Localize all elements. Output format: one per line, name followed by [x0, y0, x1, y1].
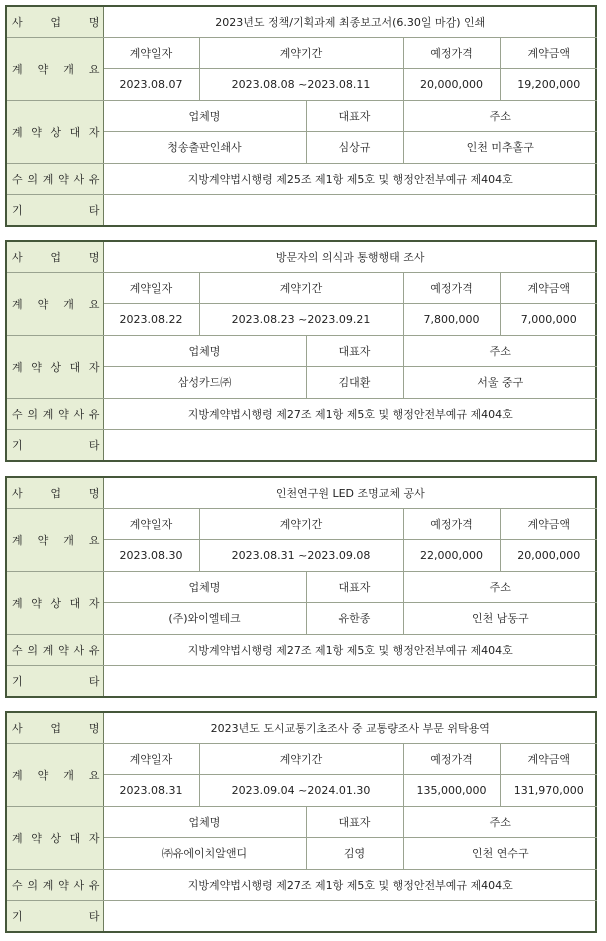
- header-contract-date: 계약일자: [103, 743, 199, 774]
- label-overview: 계 약 개 요: [7, 37, 103, 100]
- label-project: 사 업 명: [7, 242, 103, 272]
- project-name: 2023년도 도시교통기초조사 중 교통량조사 부문 위탁용역: [103, 713, 597, 743]
- contract-table: [7, 713, 597, 931]
- header-contract-amount: 계약금액: [500, 743, 597, 774]
- company-name: 청송출판인쇄사: [103, 132, 306, 163]
- representative-name: 심상규: [306, 132, 403, 163]
- header-address: 주소: [403, 335, 597, 366]
- header-representative: 대표자: [306, 571, 403, 602]
- label-etc: 기 타: [7, 901, 103, 931]
- header-estimated-price: 예정가격: [403, 743, 500, 774]
- header-contract-period: 계약기간: [199, 508, 403, 539]
- header-company: 업체명: [103, 335, 306, 366]
- contract-record-3: [5, 476, 597, 698]
- label-etc: 기 타: [7, 195, 103, 225]
- sole-source-reason: 지방계약법시행령 제27조 제1항 제5호 및 행정안전부예규 제404호: [103, 634, 597, 665]
- header-contract-date: 계약일자: [103, 508, 199, 539]
- header-address: 주소: [403, 571, 597, 602]
- representative-name: 김대환: [306, 367, 403, 398]
- estimated-price: 7,800,000: [403, 304, 500, 335]
- contract-amount: 7,000,000: [500, 304, 597, 335]
- contract-table: [7, 478, 597, 696]
- label-counterparty: 계 약 상 대 자: [7, 571, 103, 634]
- header-contract-period: 계약기간: [199, 743, 403, 774]
- sole-source-reason: 지방계약법시행령 제27조 제1항 제5호 및 행정안전부예규 제404호: [103, 398, 597, 429]
- company-address: 인천 남동구: [403, 603, 597, 634]
- label-counterparty: 계 약 상 대 자: [7, 806, 103, 869]
- header-contract-amount: 계약금액: [500, 37, 597, 68]
- etc-value: [103, 666, 597, 696]
- label-etc: 기 타: [7, 666, 103, 696]
- company-name: 삼성카드㈜: [103, 367, 306, 398]
- label-reason: 수 의 계 약 사 유: [7, 163, 103, 194]
- header-estimated-price: 예정가격: [403, 272, 500, 303]
- contract-amount: 131,970,000: [500, 775, 597, 806]
- header-address: 주소: [403, 100, 597, 131]
- header-address: 주소: [403, 806, 597, 837]
- company-address: 인천 연수구: [403, 838, 597, 869]
- label-reason: 수 의 계 약 사 유: [7, 634, 103, 665]
- header-company: 업체명: [103, 806, 306, 837]
- contract-table: [7, 7, 597, 225]
- company-name: ㈜유에이치알앤디: [103, 838, 306, 869]
- contract-date: 2023.08.30: [103, 540, 199, 571]
- label-overview: 계 약 개 요: [7, 272, 103, 335]
- project-name: 방문자의 의식과 통행행태 조사: [103, 242, 597, 272]
- header-contract-date: 계약일자: [103, 37, 199, 68]
- header-contract-amount: 계약금액: [500, 272, 597, 303]
- header-representative: 대표자: [306, 100, 403, 131]
- company-address: 인천 미추홀구: [403, 132, 597, 163]
- header-contract-period: 계약기간: [199, 272, 403, 303]
- sole-source-reason: 지방계약법시행령 제27조 제1항 제5호 및 행정안전부예규 제404호: [103, 869, 597, 900]
- estimated-price: 135,000,000: [403, 775, 500, 806]
- contract-period: 2023.08.23 ~2023.09.21: [199, 304, 403, 335]
- etc-value: [103, 430, 597, 460]
- company-address: 서울 중구: [403, 367, 597, 398]
- contract-period: 2023.08.31 ~2023.09.08: [199, 540, 403, 571]
- label-overview: 계 약 개 요: [7, 743, 103, 806]
- contract-date: 2023.08.07: [103, 69, 199, 100]
- contract-record-4: [5, 711, 597, 933]
- header-contract-period: 계약기간: [199, 37, 403, 68]
- contract-amount: 19,200,000: [500, 69, 597, 100]
- representative-name: 김영: [306, 838, 403, 869]
- estimated-price: 22,000,000: [403, 540, 500, 571]
- header-company: 업체명: [103, 571, 306, 602]
- header-contract-date: 계약일자: [103, 272, 199, 303]
- contract-date: 2023.08.22: [103, 304, 199, 335]
- label-counterparty: 계 약 상 대 자: [7, 100, 103, 163]
- label-reason: 수 의 계 약 사 유: [7, 398, 103, 429]
- project-name: 인천연구원 LED 조명교체 공사: [103, 478, 597, 508]
- company-name: (주)와이엘테크: [103, 603, 306, 634]
- contract-period: 2023.08.08 ~2023.08.11: [199, 69, 403, 100]
- contract-record-1: [5, 5, 597, 227]
- header-company: 업체명: [103, 100, 306, 131]
- label-reason: 수 의 계 약 사 유: [7, 869, 103, 900]
- header-representative: 대표자: [306, 335, 403, 366]
- label-overview: 계 약 개 요: [7, 508, 103, 571]
- etc-value: [103, 195, 597, 225]
- header-estimated-price: 예정가격: [403, 37, 500, 68]
- representative-name: 유한종: [306, 603, 403, 634]
- label-counterparty: 계 약 상 대 자: [7, 335, 103, 398]
- header-representative: 대표자: [306, 806, 403, 837]
- estimated-price: 20,000,000: [403, 69, 500, 100]
- etc-value: [103, 901, 597, 931]
- header-estimated-price: 예정가격: [403, 508, 500, 539]
- header-contract-amount: 계약금액: [500, 508, 597, 539]
- label-project: 사 업 명: [7, 713, 103, 743]
- label-project: 사 업 명: [7, 7, 103, 37]
- contract-table: [7, 242, 597, 460]
- contract-record-2: [5, 240, 597, 462]
- contract-amount: 20,000,000: [500, 540, 597, 571]
- label-project: 사 업 명: [7, 478, 103, 508]
- contract-period: 2023.09.04 ~2024.01.30: [199, 775, 403, 806]
- contract-date: 2023.08.31: [103, 775, 199, 806]
- project-name: 2023년도 정책/기획과제 최종보고서(6.30일 마감) 인쇄: [103, 7, 597, 37]
- sole-source-reason: 지방계약법시행령 제25조 제1항 제5호 및 행정안전부예규 제404호: [103, 163, 597, 194]
- label-etc: 기 타: [7, 430, 103, 460]
